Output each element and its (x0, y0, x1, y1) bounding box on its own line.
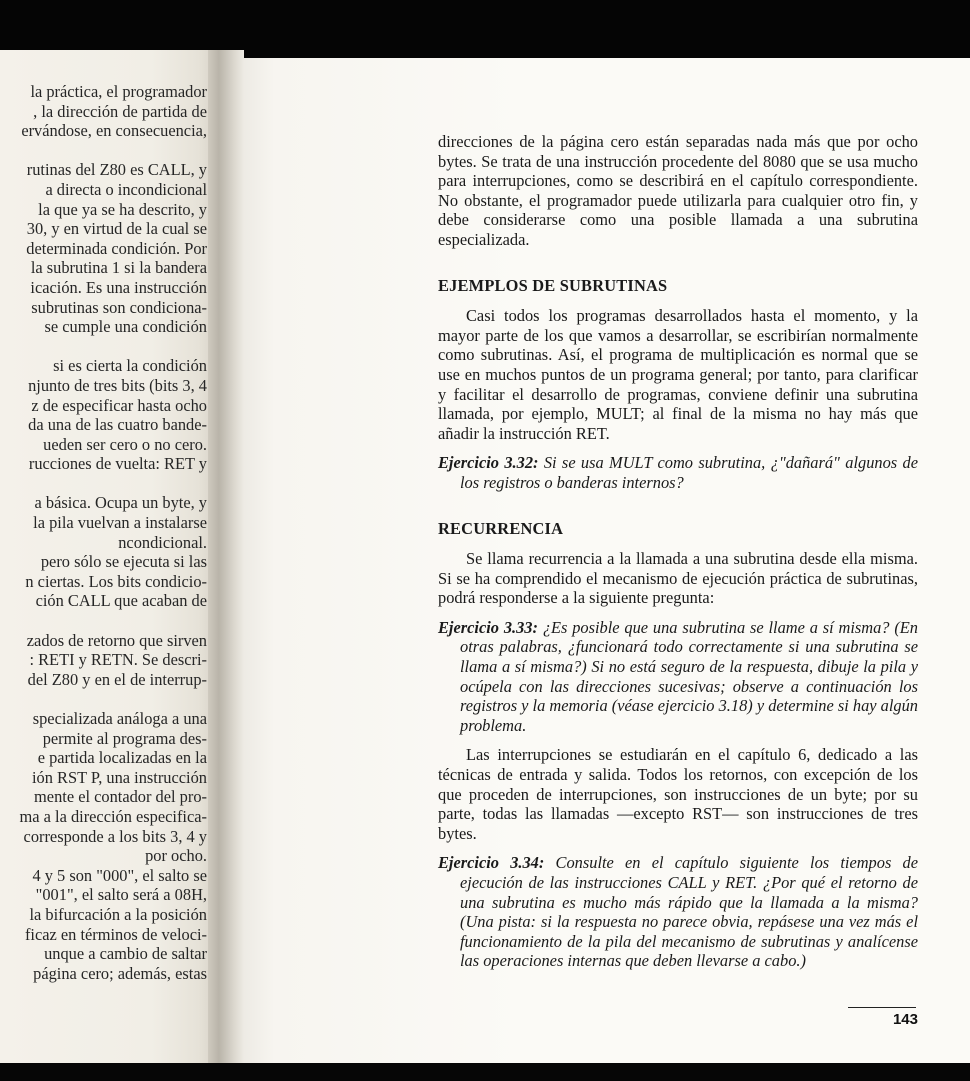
paragraph-interrupciones: Las interrupciones se estudiarán en el capítulo 6, dedicado a las técnicas de entrada y salida. Todos los retornos, con excepción de los que proceden de interrupciones, son instrucciones de un byte; por su parte, todas las llamadas —excepto RST— son instrucciones de tres bytes. (438, 745, 918, 843)
text-line: la pila vuelvan a instalarse (33, 513, 207, 533)
exercise-label: Ejercicio 3.33: (438, 617, 538, 637)
paragraph-gap (0, 337, 207, 357)
text-line: zados de retorno que sirven (26, 630, 207, 650)
paragraph-gap (0, 611, 207, 631)
text-line: njunto de tres bits (bits 3, 4 (28, 375, 207, 395)
text-line: ficaz en términos de veloci- (24, 924, 207, 944)
exercise-text: Consulte en el capítulo siguiente los tiempos de ejecución de las instrucciones CALL y RET. ¿Por qué el retorno de una subrutina es mucho más rápido que la llamada a la misma? (Una pista: si la respuesta no parece obvia, repásese una vez más el funcionamiento de la pila del mecanismo de subrutinas y analícense las operaciones internas que deben llevarse a cabo.) (460, 853, 918, 971)
text-line: se cumple una condición (44, 317, 207, 337)
text-line: determinada condición. Por (26, 238, 207, 258)
text-line: "001", el salto será a 08H, (35, 885, 207, 905)
text-line: z de especificar hasta ocho (31, 395, 207, 415)
text-line: , la dirección de partida de (33, 101, 207, 121)
text-line: ión RST P, una instrucción (32, 767, 207, 787)
text-line: 30, y en virtud de la cual se (26, 219, 207, 239)
text-line: si es cierta la condición (53, 356, 207, 376)
heading-recurrencia: RECURRENCIA (438, 518, 564, 538)
text-line: da una de las cuatro bande- (28, 415, 207, 435)
text-line: ncondicional. (118, 532, 207, 552)
text-line: a básica. Ocupa un byte, y (34, 493, 207, 513)
paragraph-gap (0, 141, 207, 161)
book-gutter (208, 50, 244, 1064)
text-line: pero sólo se ejecuta si las (40, 552, 207, 572)
text-line: rucciones de vuelta: RET y (28, 454, 207, 474)
text-line: por ocho. (145, 846, 207, 866)
exercise-text: Si se usa MULT como subrutina, ¿"dañará" algunos de los registros o banderas internos? (460, 453, 919, 492)
text-line: n ciertas. Los bits condicio- (25, 571, 207, 591)
text-line: ervándose, en consecuencia, (21, 121, 207, 141)
text-line: specializada análoga a una (32, 709, 207, 728)
exercise-text: ¿Es posible que una subrutina se llame a sí misma? (En otras palabras, ¿funcionará todo correctamente si una subrutina se llama a sí misma?) Si no está seguro de la respuesta, dibuje la pila y ocúpela con las direcciones sucesivas; observe a continuación los registros y la memoria (véase ejercicio 3.18) y determine si hay algún problema. (460, 617, 918, 735)
heading-ejemplos: EJEMPLOS DE SUBRUTINAS (438, 275, 668, 295)
text-line: a directa o incondicional (45, 179, 207, 199)
right-page-text (438, 132, 918, 971)
text-line: la bifurcación a la posición (29, 904, 207, 924)
text-line: permite al programa des- (42, 728, 207, 748)
exercise-label: Ejercicio 3.32: (438, 453, 539, 473)
exercise-label: Ejercicio 3.34: (438, 853, 545, 873)
text-line: página cero; además, estas (33, 963, 207, 983)
text-line: : RETI y RETN. Se descri- (29, 650, 207, 670)
text-line: ueden ser cero o no cero. (43, 434, 207, 454)
text-line: rutinas del Z80 es CALL, y (26, 160, 207, 180)
text-line: del Z80 y en el de interrup- (27, 669, 207, 689)
text-line: e partida localizadas en la (37, 748, 207, 768)
text-line: mente el contador del pro- (34, 787, 207, 807)
text-line: subrutinas son condiciona- (31, 297, 207, 317)
paragraph-ejemplos: Casi todos los programas desarrollados hasta el momento, y la mayor parte de los que vamos a desarrollar, se escribirían normalmente como subrutinas. Así, el programa de multiplicación es normal que se use en muchos puntos de un programa general; por tanto, para clarificar y facilitar el desarrollo de programas, conviene definir una subrutina llamada, por ejemplo, MULT; al final de la misma no hay más que añadir la instrucción RET. (438, 306, 918, 443)
text-line: ción CALL que acaban de (35, 591, 207, 611)
text-line: ma a la dirección especifica- (19, 806, 207, 826)
text-line: 4 y 5 son "000", el salto se (32, 865, 207, 885)
exercise-3-34 (438, 853, 918, 971)
text-line: la práctica, el programador (30, 82, 207, 101)
exercise-3-33 (438, 618, 918, 736)
text-line: unque a cambio de saltar (44, 944, 207, 964)
left-page-text (0, 82, 207, 983)
paragraph-recurrencia: Se llama recurrencia a la llamada a una subrutina desde ella misma. Si se ha comprendido el mecanismo de ejecución práctica de subrutinas, podrá responderse a la siguiente pregunta: (438, 549, 918, 608)
page-number: 143 (892, 1011, 918, 1028)
text-line: la subrutina 1 si la bandera (30, 258, 207, 278)
paragraph-gap (0, 689, 207, 709)
intro-paragraph: direcciones de la página cero están separadas nada más que por ocho bytes. Se trata de una instrucción procedente del 8080 que se usa mucho para interrupciones, como se describirá en el capítulo correspondiente. No obstante, el programador puede utilizarla para cualquier otro fin, y debe considerarse como una posible llamada a una subrutina especializada. (438, 132, 918, 249)
text-line: corresponde a los bits 3, 4 y (23, 826, 207, 846)
paragraph-gap (0, 474, 207, 494)
text-line: la que ya se ha descrito, y (38, 199, 207, 219)
scan-background-bottom (0, 1063, 970, 1081)
text-line: icación. Es una instrucción (30, 277, 207, 297)
page-number-rule (848, 1007, 916, 1008)
exercise-3-32 (438, 453, 918, 492)
